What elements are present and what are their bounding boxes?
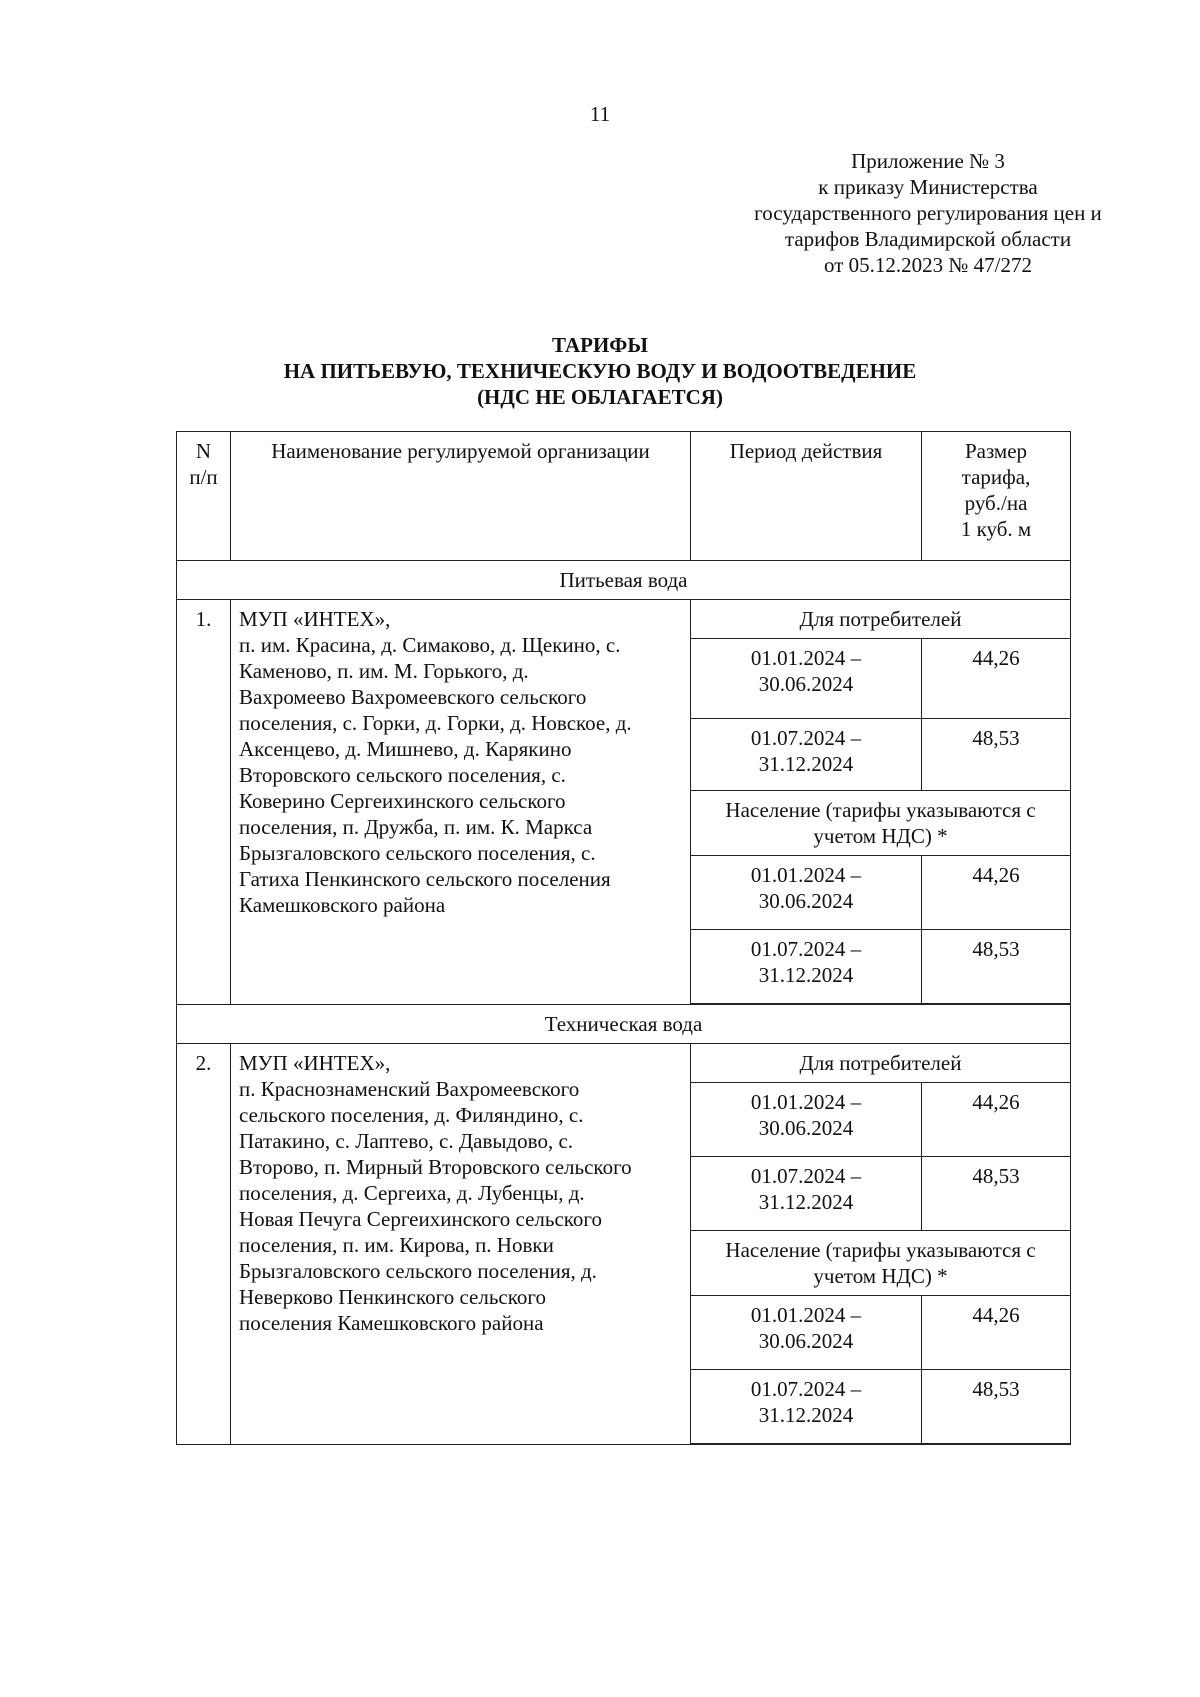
group-label-consumers: Для потребителей	[691, 600, 1071, 639]
period-cell: 01.07.2024 – 31.12.2024	[691, 1157, 922, 1231]
appendix-reference	[718, 148, 1138, 278]
document-title	[0, 332, 1200, 410]
appendix-line: от 05.12.2023 № 47/272	[823, 253, 1033, 277]
row-number: 2.	[177, 1044, 231, 1445]
row-number: 1.	[177, 600, 231, 1005]
tariff-value: 48,53	[922, 719, 1071, 791]
tariff-value: 44,26	[922, 856, 1071, 930]
header-organization: Наименование регулируемой организации	[231, 432, 691, 561]
title-line: ТАРИФЫ	[552, 333, 648, 357]
tariff-value: 48,53	[922, 930, 1071, 1004]
tariff-value: 48,53	[922, 1157, 1071, 1231]
period-cell: 01.07.2024 – 31.12.2024	[691, 1370, 922, 1444]
table-row	[177, 600, 1071, 639]
title-line: (НДС НЕ ОБЛАГАЕТСЯ)	[477, 385, 723, 409]
header-period: Период действия	[691, 432, 922, 561]
section-row-drinking-water	[177, 561, 1071, 600]
group-label-consumers: Для потребителей	[691, 1044, 1071, 1083]
section-title: Питьевая вода	[177, 561, 1071, 600]
tariff-value: 44,26	[922, 1296, 1071, 1370]
header-tariff-size: Размер тарифа, руб./на 1 куб. м	[922, 432, 1071, 561]
table-row	[177, 1044, 1071, 1083]
header-num: N п/п	[177, 432, 231, 561]
appendix-line: государственного регулирования цен и	[754, 201, 1102, 225]
tariffs-table	[176, 431, 1071, 1445]
period-cell: 01.07.2024 – 31.12.2024	[691, 719, 922, 791]
tariff-value: 44,26	[922, 639, 1071, 719]
page-number: 11	[589, 102, 611, 126]
title-line: НА ПИТЬЕВУЮ, ТЕХНИЧЕСКУЮ ВОДУ И ВОДООТВЕДЕНИЕ	[283, 359, 917, 383]
group-label-population: Население (тарифы указываются с учетом НДС) *	[691, 1231, 1071, 1296]
section-row-technical-water	[177, 1005, 1071, 1044]
period-cell: 01.07.2024 – 31.12.2024	[691, 930, 922, 1004]
period-cell: 01.01.2024 – 30.06.2024	[691, 1083, 922, 1157]
tariff-value: 44,26	[922, 1083, 1071, 1157]
period-cell: 01.01.2024 – 30.06.2024	[691, 856, 922, 930]
period-cell: 01.01.2024 – 30.06.2024	[691, 1296, 922, 1370]
organization-cell: МУП «ИНТЕХ», п. Краснознаменский Вахромеевского сельского поселения, д. Филяндино, с. Патакино, с. Лаптево, с. Давыдово, с. Второво, п. Мирный Второвского сельского поселения, д. Сергеиха, д. Лубенцы, д. Новая Печуга Сергеихинского сельского поселения, п. им. Кирова, п. Новки Брызгаловского сельского поселения, д. Неверково Пенкинского сельского поселения Камешковского района	[231, 1044, 691, 1445]
section-title: Техническая вода	[177, 1005, 1071, 1044]
organization-cell: МУП «ИНТЕХ», п. им. Красина, д. Симаково, д. Щекино, с. Каменово, п. им. М. Горького, д. Вахромеево Вахромеевского сельского поселения, с. Горки, д. Горки, д. Новское, д. Аксенцево, д. Мишнево, д. Карякино Второвского сельского поселения, с. Коверино Сергеихинского сельского поселения, п. Дружба, п. им. К. Маркса Брызгаловского сельского поселения, с. Гатиха Пенкинского сельского поселения Камешковского района	[231, 600, 691, 1005]
appendix-line: тарифов Владимирской области	[784, 227, 1072, 251]
table-header-row	[177, 432, 1071, 561]
appendix-line: к приказу Министерства	[818, 175, 1038, 199]
period-cell: 01.01.2024 – 30.06.2024	[691, 639, 922, 719]
tariff-value: 48,53	[922, 1370, 1071, 1444]
appendix-line: Приложение № 3	[851, 149, 1005, 173]
group-label-population: Население (тарифы указываются с учетом НДС) *	[691, 791, 1071, 856]
